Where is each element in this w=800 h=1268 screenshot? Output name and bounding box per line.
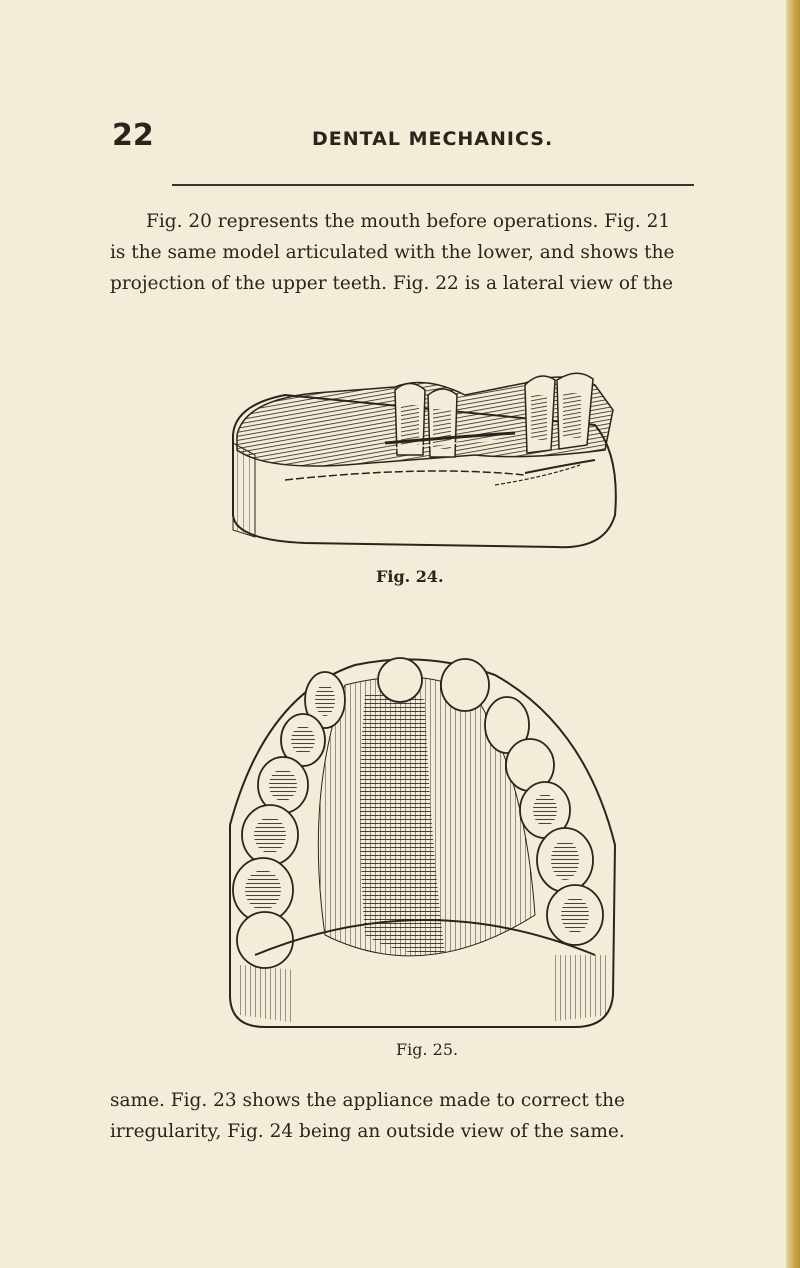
text-line: irregularity, Fig. 24 being an outside view of the same. [110, 1121, 625, 1142]
figure-caption: Fig. 25. [396, 1040, 459, 1059]
text-line: Fig. 20 represents the mouth before operations. Fig. 21 [146, 211, 671, 232]
upper-jaw-occlusal-illustration [225, 655, 620, 1030]
text-line: projection of the upper teeth. Fig. 22 is a lateral view of the [110, 273, 674, 294]
lateral-dental-model-illustration [225, 365, 620, 560]
paragraph-bottom [110, 1085, 710, 1147]
running-head: DENTAL MECHANICS. [312, 128, 554, 150]
text-line: same. Fig. 23 shows the appliance made to correct the [110, 1090, 625, 1111]
page-number: 22 [112, 118, 154, 153]
gilded-page-edge [786, 0, 800, 1268]
figure-caption: Fig. 24. [376, 567, 444, 586]
paragraph-top [110, 206, 710, 299]
header-rule [172, 184, 694, 186]
text-line: is the same model articulated with the lower, and shows the [110, 242, 675, 263]
